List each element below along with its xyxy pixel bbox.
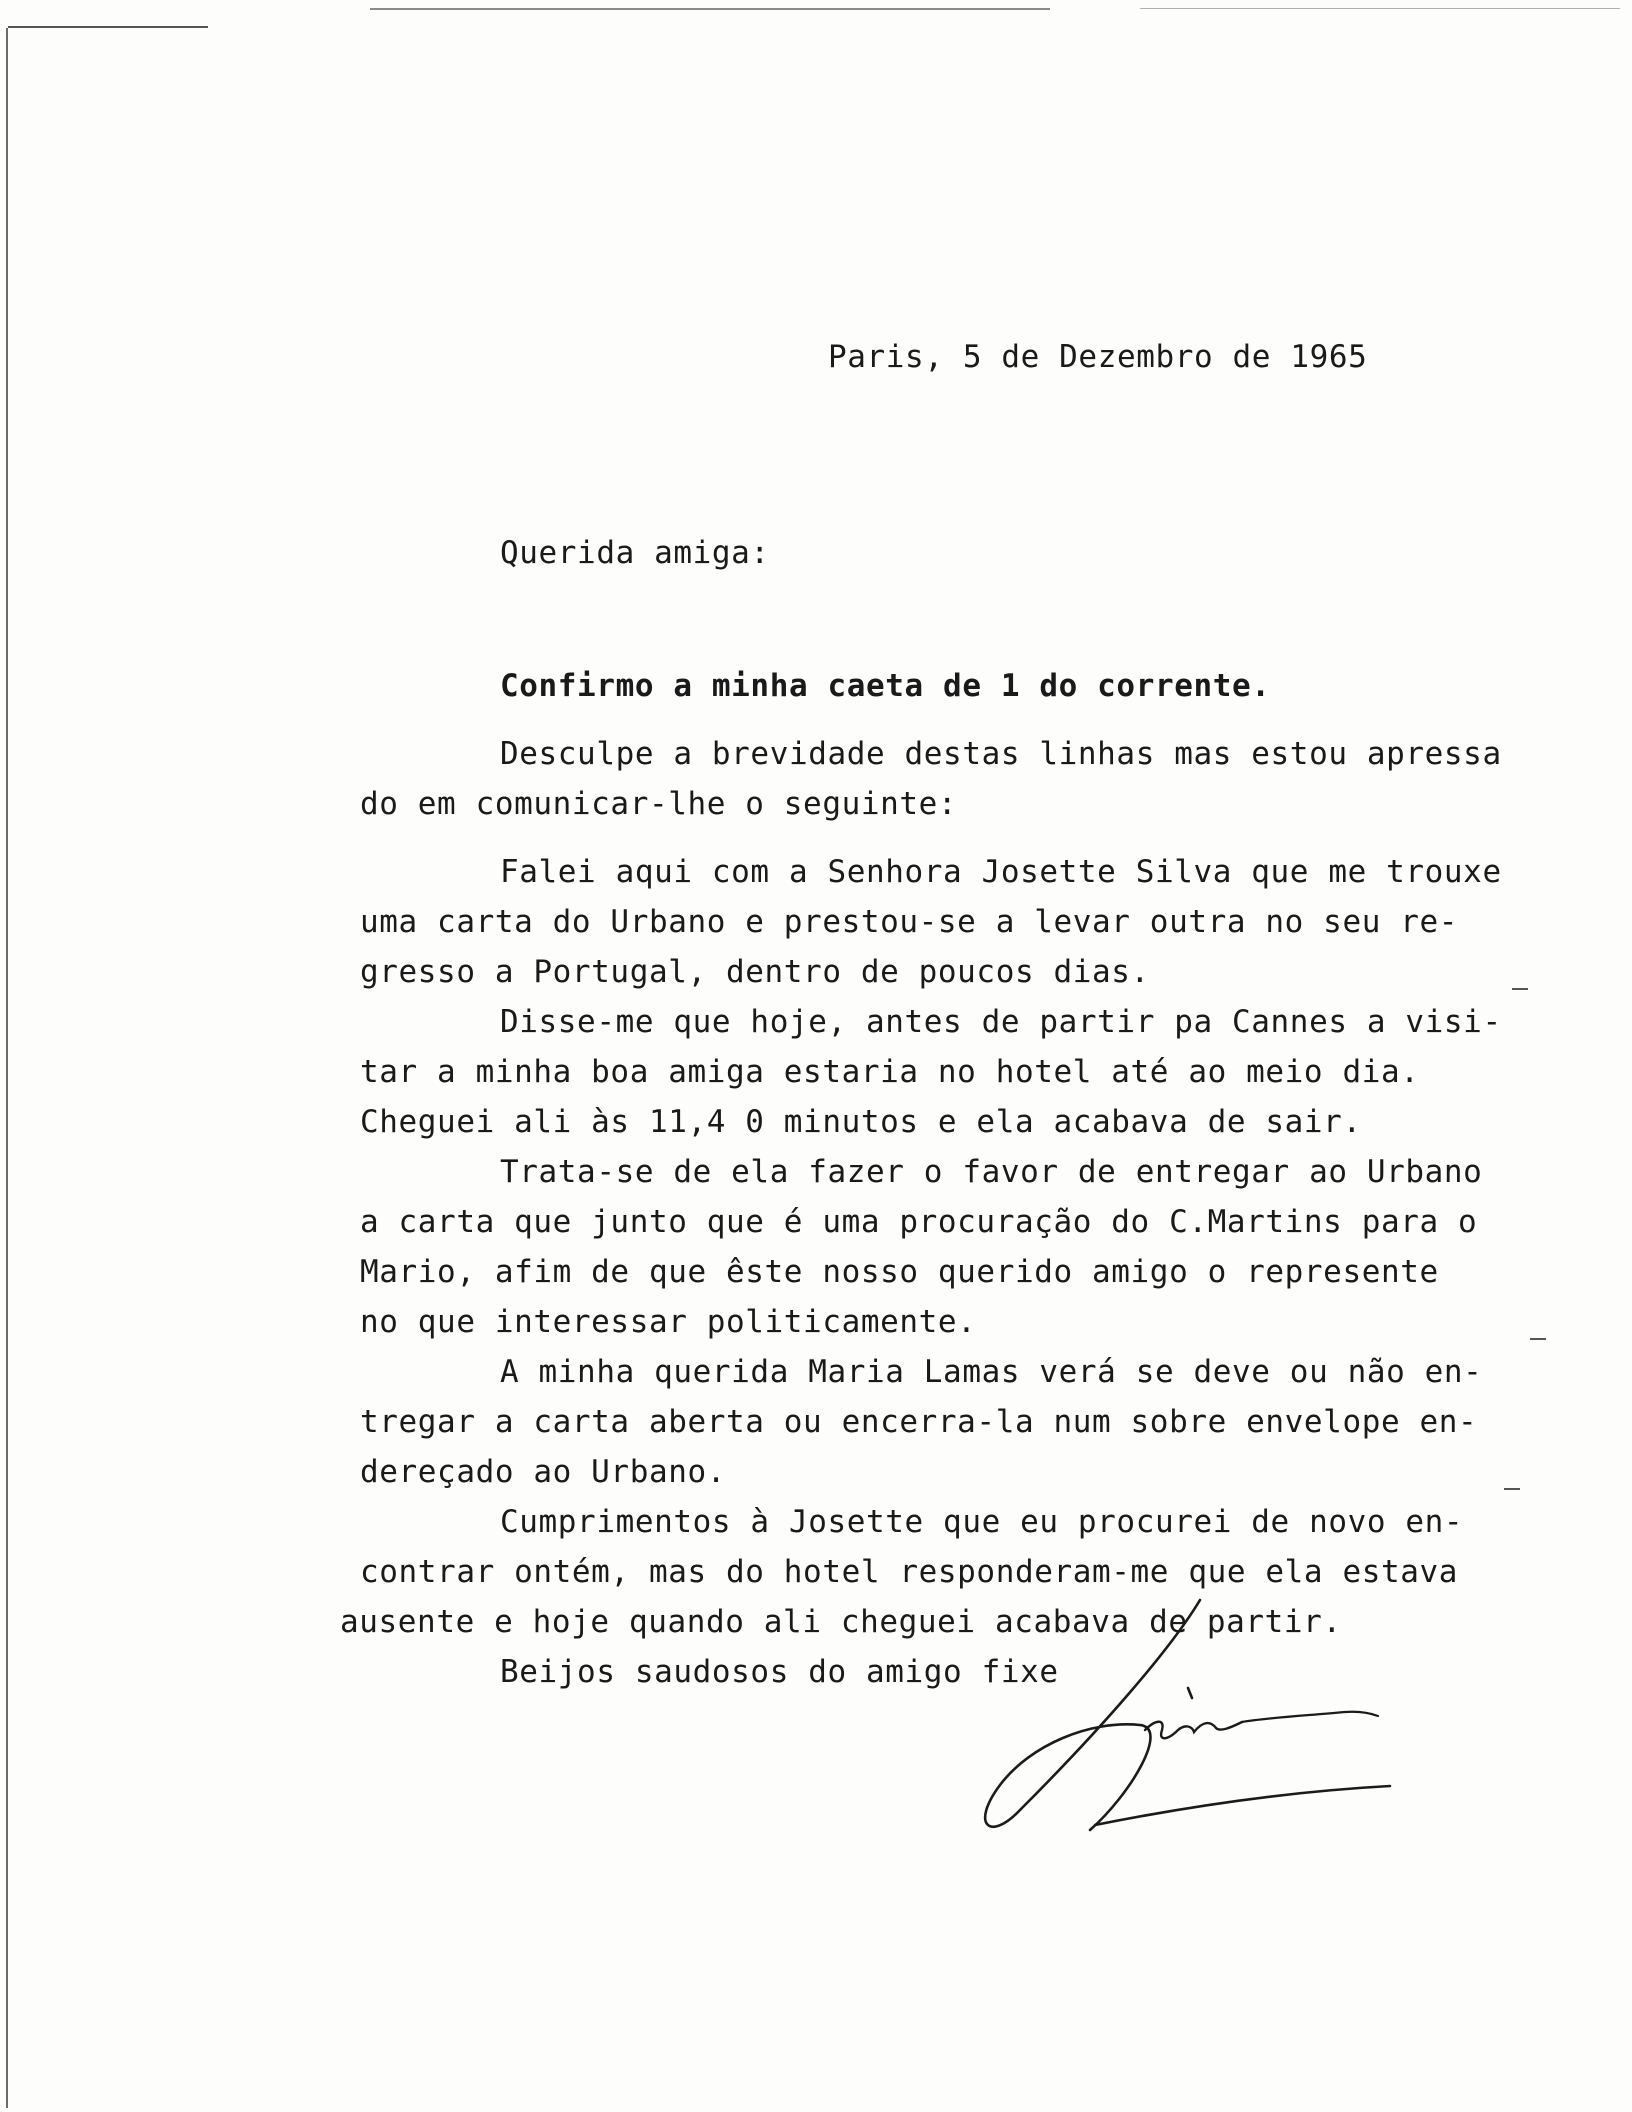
scan-edge-left [6, 28, 8, 2108]
body-line-4: Falei aqui com a Senhora Josette Silva que me trouxe [500, 854, 1502, 890]
body-line-13: no que interessar politicamente. [360, 1304, 977, 1340]
scan-edge-top [8, 26, 208, 28]
margin-hyphen-mark [1512, 988, 1528, 990]
body-line-15: tregar a carta aberta ou encerra-la num sobre envelope en- [360, 1404, 1478, 1440]
body-line-11: a carta que junto que é uma procuração do C.Martins para o [360, 1204, 1478, 1240]
body-line-7: Disse-me que hoje, antes de partir pa Cannes a visi- [500, 1004, 1502, 1040]
body-line-12: Mario, afim de que êste nosso querido amigo o represente [360, 1254, 1439, 1290]
body-line-14: A minha querida Maria Lamas verá se deve ou não en- [500, 1354, 1483, 1390]
body-line-17: Cumprimentos à Josette que eu procurei de novo en- [500, 1504, 1464, 1540]
body-line-6: gresso a Portugal, dentro de poucos dias. [360, 954, 1150, 990]
margin-hyphen-mark [1504, 1488, 1520, 1490]
body-line-3: do em comunicar-lhe o seguinte: [360, 786, 958, 822]
letter-salutation: Querida amiga: [500, 535, 770, 571]
handwritten-signature [980, 1580, 1410, 1850]
body-line-18: contrar ontém, mas do hotel responderam-me que ela estava [360, 1554, 1459, 1590]
scan-edge-top-right [1140, 8, 1620, 9]
body-line-8: tar a minha boa amiga estaria no hotel até ao meio dia. [360, 1054, 1420, 1090]
body-line-9: Cheguei ali às 11,4 0 minutos e ela acabava de sair. [360, 1104, 1362, 1140]
body-line-20: Beijos saudosos do amigo fixe [500, 1654, 1059, 1690]
letter-date: Paris, 5 de Dezembro de 1965 [828, 339, 1368, 375]
margin-hyphen-mark [1530, 1338, 1546, 1340]
body-line-2: Desculpe a brevidade destas linhas mas estou apressa [500, 736, 1502, 772]
body-line-1: Confirmo a minha caeta de 1 do corrente. [500, 668, 1271, 704]
body-line-19: ausente e hoje quando ali cheguei acabava de partir. [340, 1604, 1342, 1640]
body-line-10: Trata-se de ela fazer o favor de entregar ao Urbano [500, 1154, 1483, 1190]
scan-edge-top-middle [370, 8, 1050, 10]
body-line-5: uma carta do Urbano e prestou-se a levar outra no seu re- [360, 904, 1459, 940]
body-line-16: dereçado ao Urbano. [360, 1454, 727, 1490]
